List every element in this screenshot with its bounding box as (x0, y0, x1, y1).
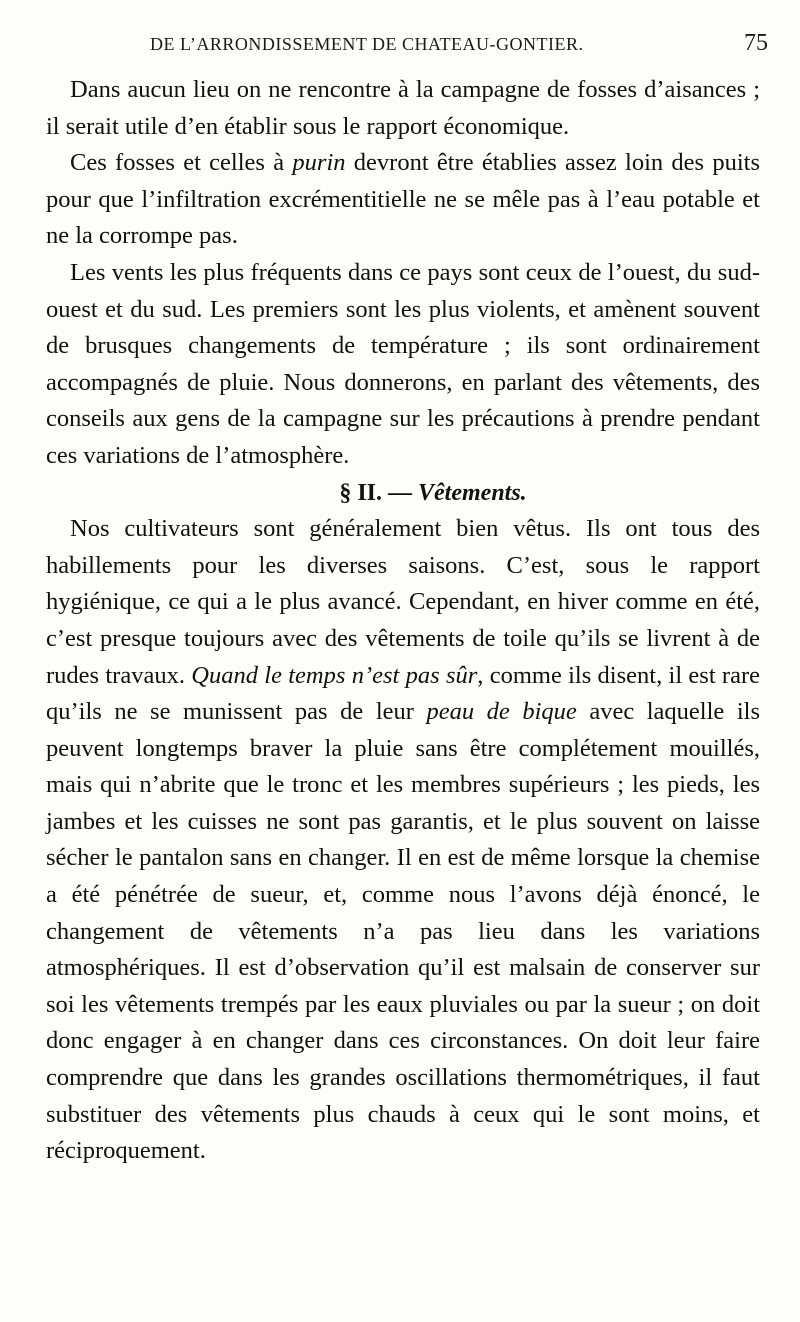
section-title: Vêtements. (418, 479, 527, 506)
paragraph-text: Nos cultivateurs sont généralement bien vêtus. Ils ont tous des habillements pour les diverses saisons. C’est, sous le rapport hygiénique, ce qui a le plus avancé. Cependant, en hiver comme en été, c’est presque toujours avec des vêtements de toile qu’ils se livrent à de rudes travaux. (46, 515, 760, 689)
paragraph-text: Les vents les plus fréquents dans ce pays sont ceux de l’ouest, du sud-ouest et du sud. Les premiers sont les plus violents, et amènent souvent de brusques changements de température ; ils sont ordinairement accompagnés de pluie. Nous donnerons, en parlant des vêtements, des conseils aux gens de la campagne sur les précautions à prendre pendant ces variations de l’atmosphère. (46, 258, 760, 469)
paragraph-fosses-purin (46, 145, 760, 255)
paragraph-vents (46, 255, 760, 475)
italic-term: purin (292, 149, 346, 177)
page-number: 75 (744, 30, 768, 56)
paragraph-text: devront être établies assez loin des puits pour que l’infiltration excrémentitielle ne se mêle pas à l’eau potable et ne la corrompe pas. (46, 149, 760, 250)
running-title: DE L’ARRONDISSEMENT DE CHATEAU-GONTIER. (150, 34, 584, 54)
paragraph-text: , comme ils disent, il est rare qu’ils ne se munissent pas de leur (46, 661, 760, 726)
paragraph-text: Dans aucun lieu on ne rencontre à la campagne de fosses d’aisances ; il serait utile d’en établir sous le rapport économique. (46, 76, 760, 140)
paragraph-text: Ces fosses et celles à (70, 149, 293, 177)
body-text (46, 72, 760, 1170)
section-heading (46, 475, 760, 512)
paragraph-fosses-aisances (46, 72, 760, 145)
italic-term: peau de bique (426, 698, 577, 726)
italic-quote: Quand le temps n’est pas sûr (191, 661, 478, 689)
paragraph-vetements (46, 511, 760, 1170)
paragraph-text: avec laquelle ils peuvent longtemps braver la pluie sans être complétement mouillés, mais qui n’abrite que le tronc et les membres supérieurs ; les pieds, les jambes et les cuisses ne sont pas garantis, et le plus souvent on laisse sécher le pantalon sans en changer. Il en est de même lorsque la chemise a été pénétrée de sueur, et, comme nous l’avons déjà énoncé, le changement de vêtements n’a pas lieu dans les variations atmosphériques. Il est d’observation qu’il est malsain de conserver sur soi les vêtements trempés par les eaux pluviales ou par la sueur ; on doit donc engager à en changer dans ces circonstances. On doit leur faire comprendre que dans les grandes oscillations thermométriques, il faut substituer des vêtements plus chauds à ceux qui le sont moins, et réciproquement. (46, 698, 760, 1165)
section-number: § II. — (339, 479, 419, 506)
running-header (50, 30, 768, 60)
